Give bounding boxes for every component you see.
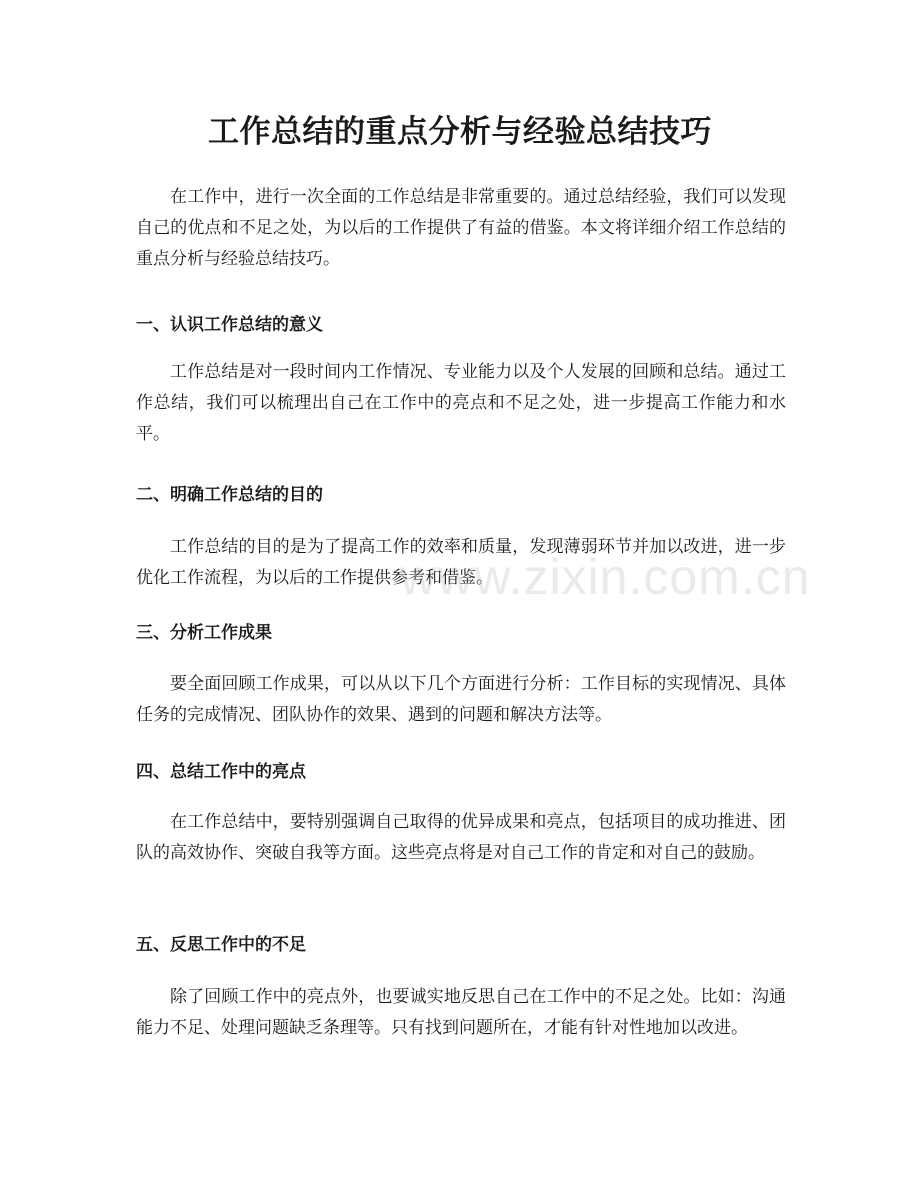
section-body-4: 在工作总结中，要特别强调自己取得的优异成果和亮点，包括项目的成功推进、团队的高效协作、突破自我等方面。这些亮点将是对自己工作的肯定和对自己的鼓励。 xyxy=(136,812,786,863)
section-heading-3: 三、分析工作成果 xyxy=(136,623,272,643)
document-title: 工作总结的重点分析与经验总结技巧 xyxy=(208,114,712,150)
section-body-5: 除了回顾工作中的亮点外，也要诚实地反思自己在工作中的不足之处。比如：沟通能力不足、处理问题缺乏条理等。只有找到问题所在，才能有针对性地加以改进。 xyxy=(136,987,786,1038)
section-body-2: 工作总结的目的是为了提高工作的效率和质量，发现薄弱环节并加以改进，进一步优化工作流程，为以后的工作提供参考和借鉴。 xyxy=(136,537,786,588)
section-heading-1: 一、认识工作总结的意义 xyxy=(136,315,323,335)
section-body-1: 工作总结是对一段时间内工作情况、专业能力以及个人发展的回顾和总结。通过工作总结，我们可以梳理出自己在工作中的亮点和不足之处，进一步提高工作能力和水平。 xyxy=(136,362,786,444)
section-body-3: 要全面回顾工作成果，可以从以下几个方面进行分析：工作目标的实现情况、具体任务的完成情况、团队协作的效果、遇到的问题和解决方法等。 xyxy=(136,674,786,725)
section-heading-5: 五、反思工作中的不足 xyxy=(136,935,306,955)
section-heading-2: 二、明确工作总结的目的 xyxy=(136,485,323,505)
watermark: www.zixin.com.cn xyxy=(400,549,811,605)
intro-paragraph: 在工作中，进行一次全面的工作总结是非常重要的。通过总结经验，我们可以发现自己的优点和不足之处，为以后的工作提供了有益的借鉴。本文将详细介绍工作总结的重点分析与经验总结技巧。 xyxy=(136,187,786,269)
section-heading-4: 四、总结工作中的亮点 xyxy=(136,762,306,782)
